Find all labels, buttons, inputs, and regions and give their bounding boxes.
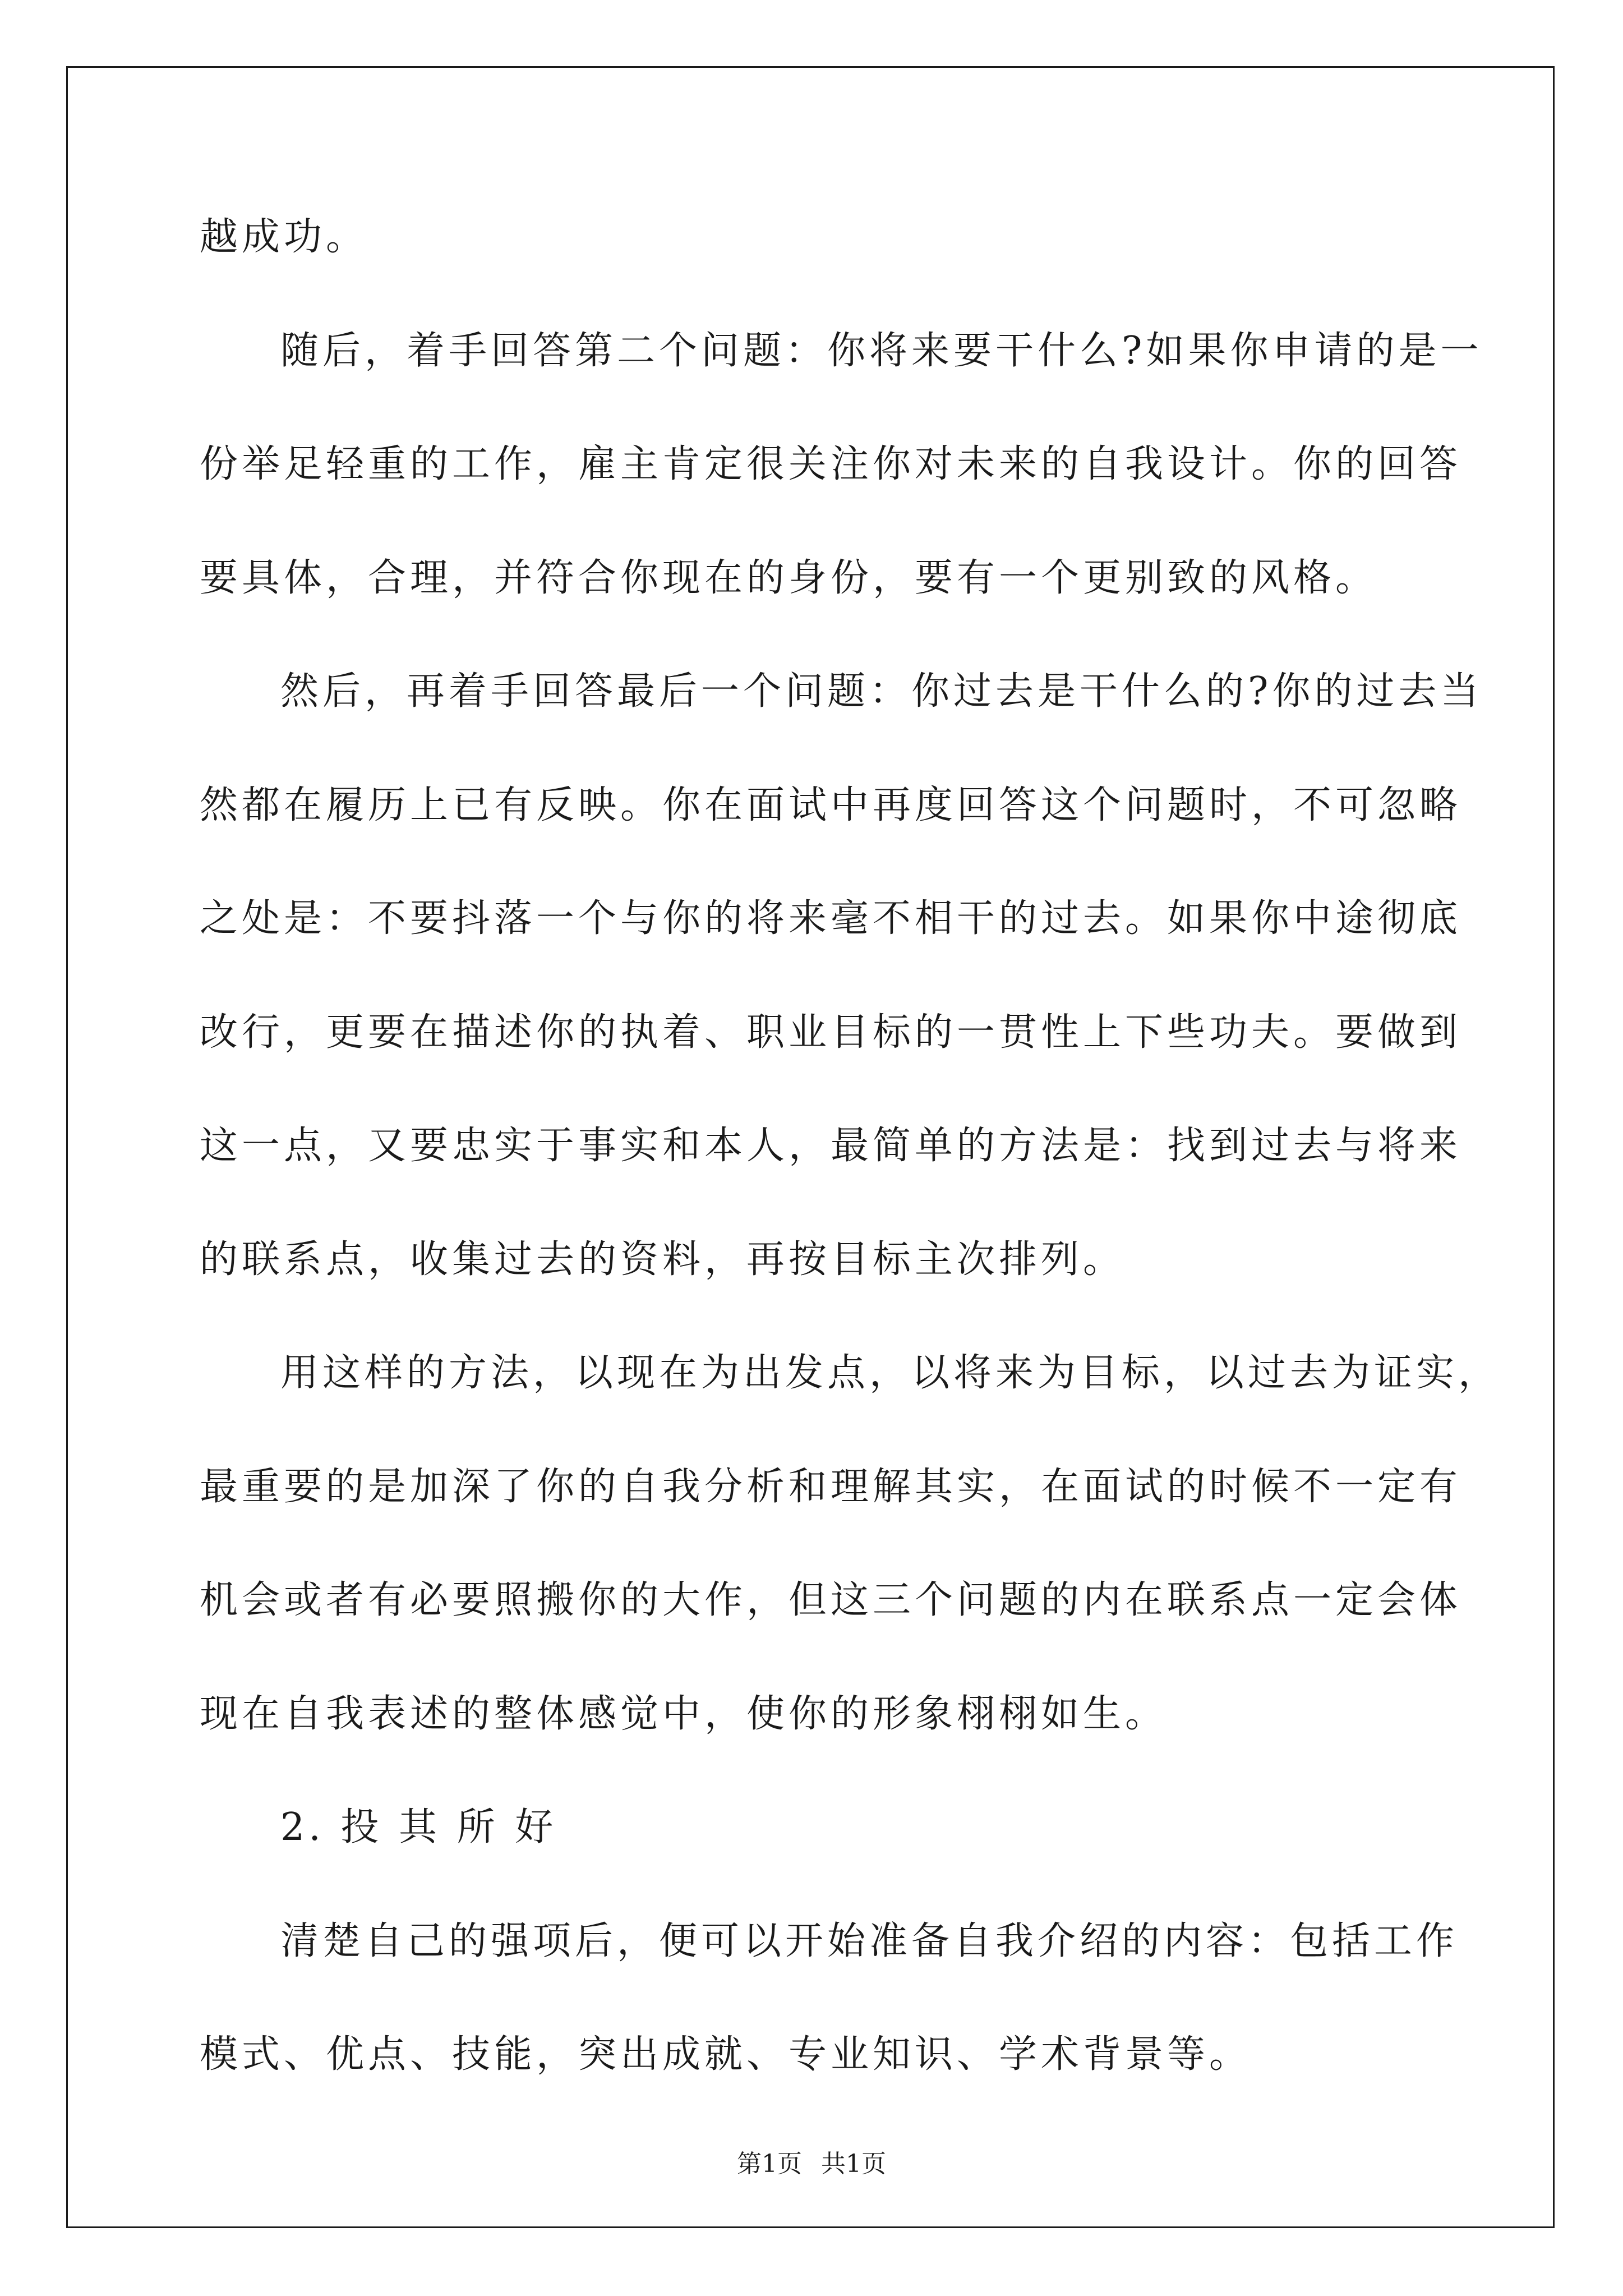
- page-footer: [0, 2147, 1623, 2181]
- text-line: 改行，更要在描述你的执着、职业目标的一贯性上下些功夫。要做到: [200, 1010, 1462, 1055]
- text-line: 要具体，合理，并符合你现在的身份，要有一个更别致的风格。: [200, 556, 1378, 600]
- paragraph-start-line: 清楚自己的强项后，便可以开始准备自我介绍的内容：包括工作: [280, 1919, 1459, 1963]
- text-line: 机会或者有必要照搬你的大作，但这三个问题的内在联系点一定会体: [200, 1578, 1462, 1622]
- text-line: 现在自我表述的整体感觉中，使你的形象栩栩如生。: [200, 1692, 1168, 1736]
- text-line: 越成功。: [200, 215, 368, 259]
- text-line: 的联系点，收集过去的资料，再按目标主次排列。: [200, 1237, 1126, 1282]
- text-line: 这一点，又要忠实于事实和本人，最简单的方法是：找到过去与将来: [200, 1124, 1462, 1168]
- paragraph-start-line: 用这样的方法，以现在为出发点，以将来为目标，以过去为证实，: [280, 1351, 1501, 1395]
- paragraph-start-line: 然后，再着手回答最后一个问题：你过去是干什么的?你的过去当: [280, 669, 1483, 714]
- text-line: 份举足轻重的工作，雇主肯定很关注你对未来的自我设计。你的回答: [200, 442, 1462, 486]
- total-pages: 共1页: [821, 2150, 886, 2178]
- page-number: 第1页: [737, 2150, 802, 2178]
- text-line: 之处是：不要抖落一个与你的将来毫不相干的过去。如果你中途彻底: [200, 896, 1462, 941]
- text-line: 最重要的是加深了你的自我分析和理解其实，在面试的时候不一定有: [200, 1465, 1462, 1509]
- section-heading: 2. 投 其 所 好: [280, 1805, 557, 1849]
- text-line: 模式、优点、技能，突出成就、专业知识、学术背景等。: [200, 2032, 1252, 2077]
- text-line: 然都在履历上已有反映。你在面试中再度回答这个问题时，不可忽略: [200, 783, 1462, 827]
- paragraph-start-line: 随后，着手回答第二个问题：你将来要干什么?如果你申请的是一: [280, 329, 1483, 373]
